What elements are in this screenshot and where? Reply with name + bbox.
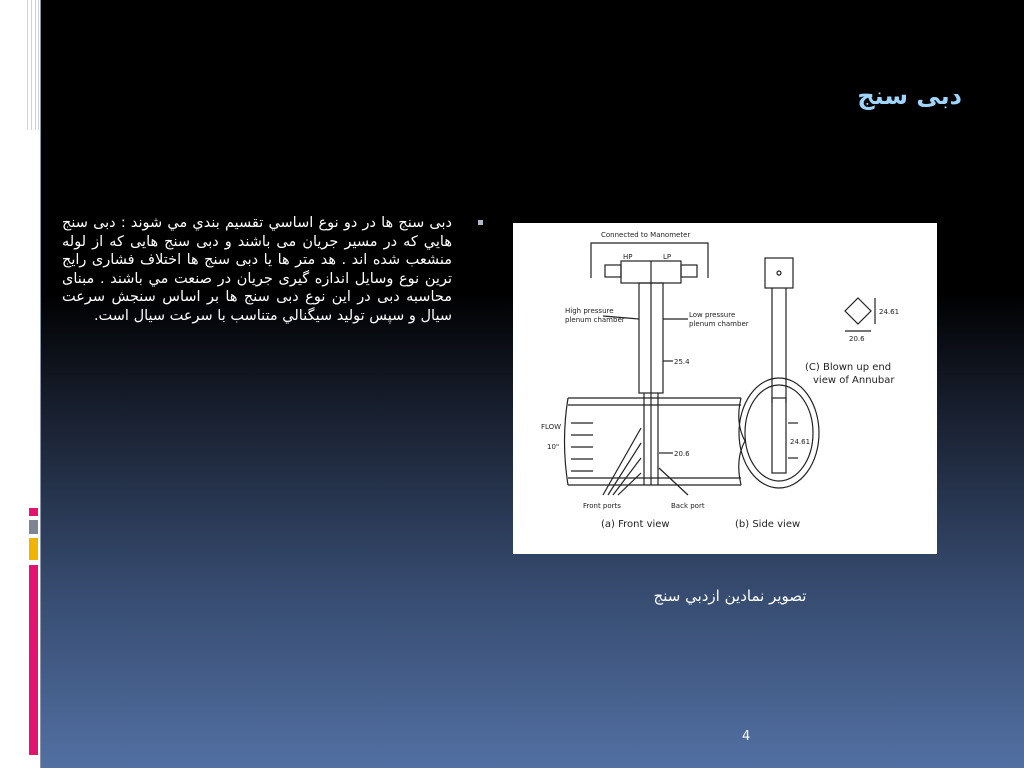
label-dim-24-61-top: 24.61 (879, 308, 900, 316)
label-low-pressure-1: Low pressure (689, 311, 736, 319)
label-flow-size: 10" (547, 443, 560, 451)
label-connected: Connected to Manometer (601, 231, 691, 239)
label-high-pressure-2: plenum chamber (565, 316, 625, 324)
decorative-bar-gray (29, 520, 38, 534)
annubar-figure (513, 223, 937, 554)
slide-title: دبی سنج (857, 82, 962, 110)
label-back-port: Back port (671, 502, 705, 510)
figure-caption: تصوير نمادين ازدبي سنج (653, 587, 807, 605)
label-front-view: (a) Front view (601, 519, 670, 530)
label-dim-25-4: 25.4 (674, 358, 690, 366)
label-hp: HP (623, 253, 633, 261)
decorative-bar-pink-long (29, 565, 38, 755)
label-dim-24-61-side: 24.61 (790, 438, 811, 446)
label-dim-20-6-small: 20.6 (849, 335, 865, 343)
label-front-ports: Front ports (583, 502, 621, 510)
label-flow: FLOW (541, 423, 562, 431)
label-lp: LP (663, 253, 672, 261)
body-paragraph: دبی سنج ها در دو نوع اساسي تقسيم بندي مي شوند : دبی سنج هايي كه در مسير جريان می باشند و دبی سنج هايی كه از لوله منشعب شده اند . هد متر ها يا دبی سنج ها اختلاف فشاری رايج ترين نوع وسايل اندازه گيری جريان در صنعت مي باشند . مبنای محاسبه دبی در اين نوع دبی سنج ها بر اساس سنجش سرعت سيال و سپس توليد سيگنالي متناسب با سرعت سيال است. (62, 215, 452, 324)
label-blown-up-1: (C) Blown up end (805, 362, 892, 373)
decorative-bar-pink (29, 508, 38, 516)
label-blown-up-2: view of Annubar (813, 375, 895, 386)
decorative-lines (27, 0, 41, 130)
annubar-diagram (513, 223, 937, 554)
label-dim-20-6: 20.6 (674, 450, 690, 458)
label-low-pressure-2: plenum chamber (689, 320, 749, 328)
label-side-view: (b) Side view (735, 519, 801, 530)
label-high-pressure-1: High pressure (565, 307, 614, 315)
page-number: 4 (742, 729, 751, 744)
decorative-bar-gold (29, 538, 38, 560)
bullet-icon (478, 220, 483, 225)
